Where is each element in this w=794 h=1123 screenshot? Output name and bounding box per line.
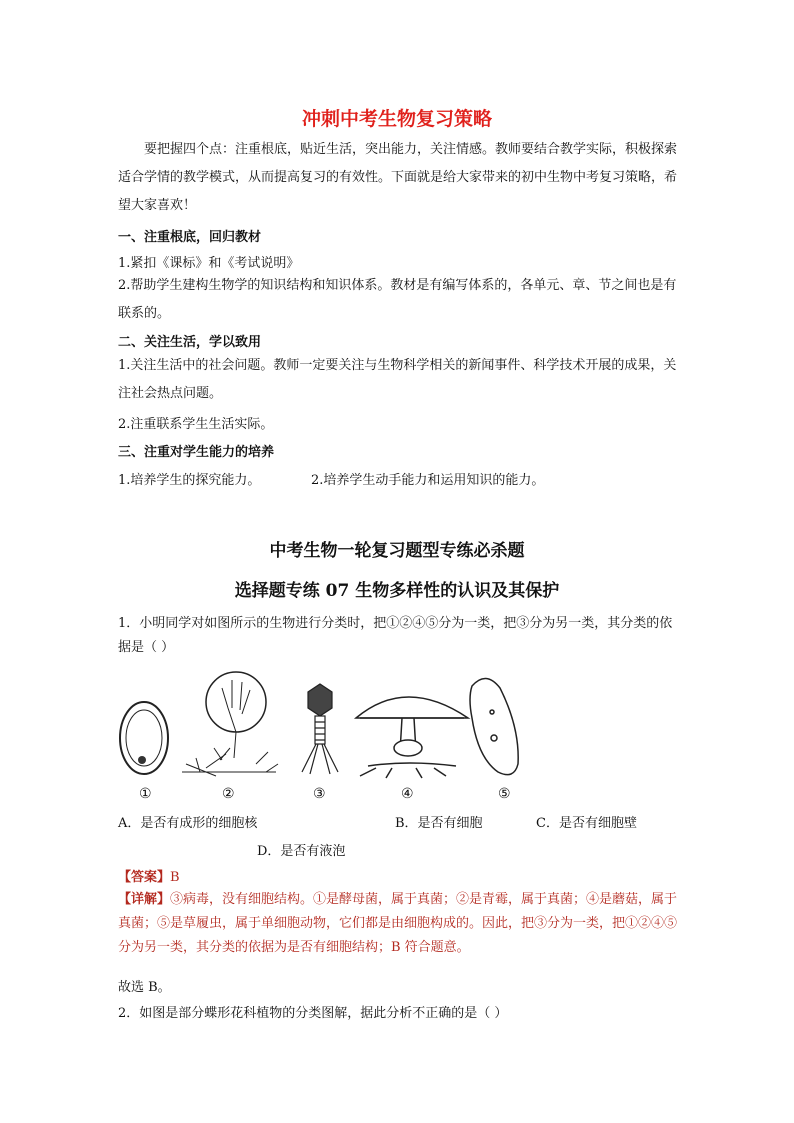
question-1-stem: 1．小明同学对如图所示的生物进行分类时，把①②④⑤分为一类，把③分为另一类，其分类的依据是（ ） [118,616,673,655]
virus-illustration [302,684,338,774]
yeast-illustration [120,702,168,774]
answer-label: 【答案】 [118,870,171,885]
section-1-item-1: 1.紧扣《课标》和《考试说明》 [118,256,300,271]
figure-label-5: ⑤ [498,786,511,802]
detail-paragraph [118,888,678,960]
figure-label-2: ② [222,786,235,802]
conclusion-line: 故选 B。 [118,980,171,995]
figure-label-1: ① [139,786,152,802]
figure-label-3: ③ [313,786,326,802]
section-heading-3: 三、注重对学生能力的培养 [118,445,275,460]
page-title: 冲刺中考生物复习策略 [301,108,492,130]
section-3-item-1: 1.培养学生的探究能力。 [118,473,261,488]
mushroom-illustration [356,697,468,778]
detail-text: ③病毒，没有细胞结构。①是酵母菌，属于真菌；②是青霉，属于真菌；④是蘑菇，属于真菌；⑤是草履虫，属于单细胞动物，它们都是由细胞构成的。因此，把③分为一类，把①②④⑤分为另一类，其分类的依据为是否有细胞结构；B 符合题意。 [118,892,678,955]
answer-value: B [170,870,180,885]
option-c: C．是否有细胞壁 [536,816,637,831]
paramecium-illustration [470,678,518,774]
organism-figures [116,668,556,780]
penicillium-illustration [182,672,278,776]
detail-label: 【详解】 [118,892,171,907]
option-b: B．是否有细胞 [395,816,483,831]
section-2-item-2: 2.注重联系学生生活实际。 [118,417,274,432]
question-2-stem: 2．如图是部分蝶形花科植物的分类图解，据此分析不正确的是（ ） [118,1006,508,1021]
figure-label-4: ④ [401,786,414,802]
section-3-item-2: 2.培养学生动手能力和运用知识的能力。 [311,473,545,488]
intro-paragraph: 要把握四个点：注重根底，贴近生活，突出能力，关注情感。教师要结合教学实际，积极探索适合学情的教学模式，从而提高复习的有效性。下面就是给大家带来的初中生物中考复习策略，希望大家喜欢！ [118,142,678,213]
section-heading-1: 一、注重根底，回归教材 [118,230,262,245]
section-heading-2: 二、关注生活，学以致用 [118,335,262,350]
option-d: D．是否有液泡 [257,844,346,859]
section-1-item-2: 2.帮助学生建构生物学的知识结构和知识体系。教材是有编写体系的，各单元、章、节之间也是有联系的。 [118,278,677,321]
answer-line [118,866,180,885]
section-2-item-1: 1.关注生活中的社会问题。教师一定要关注与生物科学相关的新闻事件、科学技术开展的成果，关注社会热点问题。 [118,358,677,401]
exam-title: 中考生物一轮复习题型专练必杀题 [269,541,525,561]
exam-subtitle: 选择题专练 07 生物多样性的认识及其保护 [234,581,560,601]
option-a: A．是否有成形的细胞核 [118,816,258,831]
